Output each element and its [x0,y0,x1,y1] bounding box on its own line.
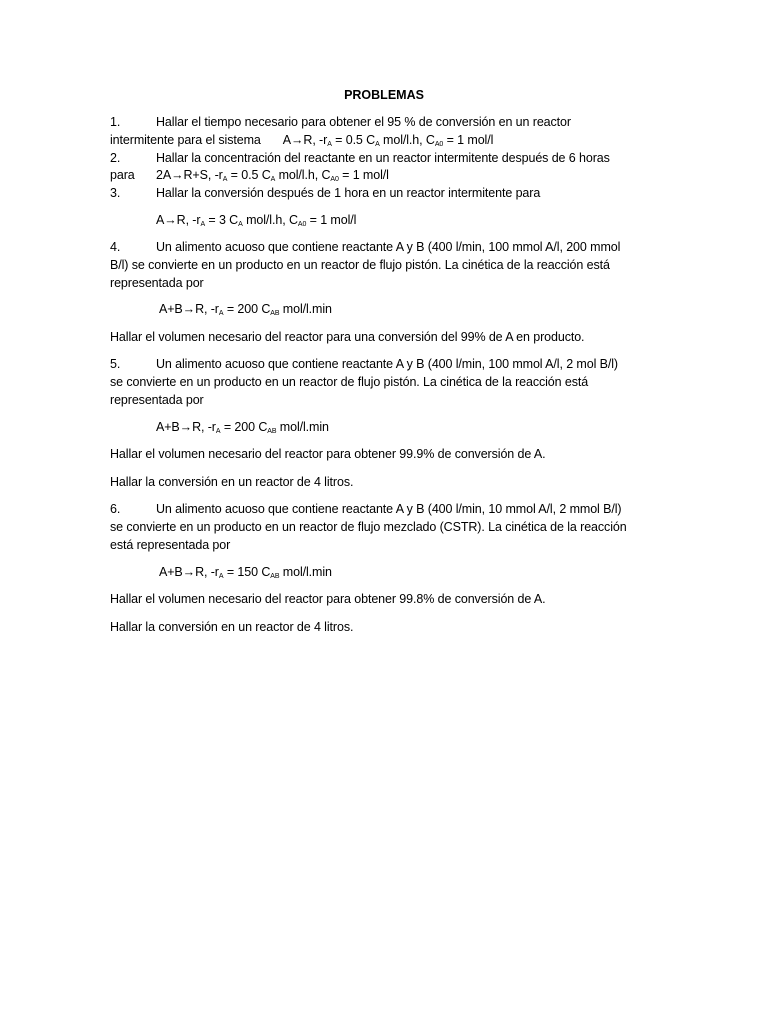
problem-1-equation: A→R, $-r_A = 0.5$ $C_A$ mol/l.h, $C_{A0} = 1$ mol/l [282,133,494,148]
problem-3-equation: A→R, $-r_A = 3$ $C_A$ mol/l.h, $C_{A0} = 1$ mol/l [156,213,357,228]
problem-4-line-2: B/l) se convierte en un producto en un reactor de flujo pistón. La cinética de la reacción está [110,258,610,272]
problem-1-line-2 [110,131,670,149]
problem-5-question-1: Hallar el volumen necesario del reactor para obtener 99.9% de conversión de A. [110,447,546,461]
problem-3-statement: Hallar la conversión después de 1 hora en un reactor intermitente para [156,186,541,200]
problem-5-number: 5. [110,357,121,371]
problem-3-number: 3. [110,186,121,200]
problem-4-line-1 [110,238,670,256]
problem-1-number: 1. [110,115,121,129]
problem-5-line-2: se convierte en un producto en un reactor de flujo pistón. La cinética de la reacción está [110,375,589,389]
problem-1-statement-cont: intermitente para el sistema [110,133,261,147]
problem-2-statement: Hallar la concentración del reactante en un reactor intermitente después de 6 horas [156,151,610,165]
problem-5-line-3: representada por [110,393,204,407]
problem-1-line-1 [110,113,670,131]
problem-2-number: 2. [110,151,121,165]
problem-4-equation: A+B→R, $-r_A = 200$ $C_{AB}$ mol/l.min [159,302,332,317]
problem-2-para: para [110,168,135,182]
page-title: PROBLEMAS [344,88,424,102]
problem-4-number: 4. [110,240,121,254]
problem-2-line-2 [110,166,670,184]
problem-3-line-1 [110,184,670,202]
problem-2-line-1 [110,149,670,167]
problem-2-equation: 2A→R+S, $-r_A = 0.5$ $C_A$ mol/l.h, $C_{A0} = 1$ mol/l [156,168,389,183]
problem-6-question-1: Hallar el volumen necesario del reactor para obtener 99.8% de conversión de A. [110,592,546,606]
problem-4-question: Hallar el volumen necesario del reactor para una conversión del 99% de A en producto. [110,330,585,344]
problem-6-statement: Un alimento acuoso que contiene reactante A y B (400 l/min, 10 mmol A/l, 2 mmol B/l) [156,502,622,516]
problem-4-statement: Un alimento acuoso que contiene reactante A y B (400 l/min, 100 mmol A/l, 200 mmol [156,240,621,254]
problem-6-number: 6. [110,502,121,516]
problem-1-statement: Hallar el tiempo necesario para obtener el 95 % de conversión en un reactor [156,115,571,129]
problem-5-statement: Un alimento acuoso que contiene reactante A y B (400 l/min, 100 mmol A/l, 2 mol B/l) [156,357,618,371]
problem-5-equation: A+B→R, $-r_A = 200$ $C_{AB}$ mol/l.min [156,420,329,435]
problem-6-question-2: Hallar la conversión en un reactor de 4 litros. [110,620,354,634]
problem-6-line-1 [110,500,670,518]
problem-6-line-3: está representada por [110,538,231,552]
problem-5-line-1 [110,355,670,373]
problem-6-equation: A+B→R, $-r_A = 150$ $C_{AB}$ mol/l.min [159,565,332,580]
problem-6-line-2: se convierte en un producto en un reactor de flujo mezclado (CSTR). La cinética de la reacción [110,520,627,534]
problem-5-question-2: Hallar la conversión en un reactor de 4 litros. [110,475,354,489]
problem-4-line-3: representada por [110,276,204,290]
